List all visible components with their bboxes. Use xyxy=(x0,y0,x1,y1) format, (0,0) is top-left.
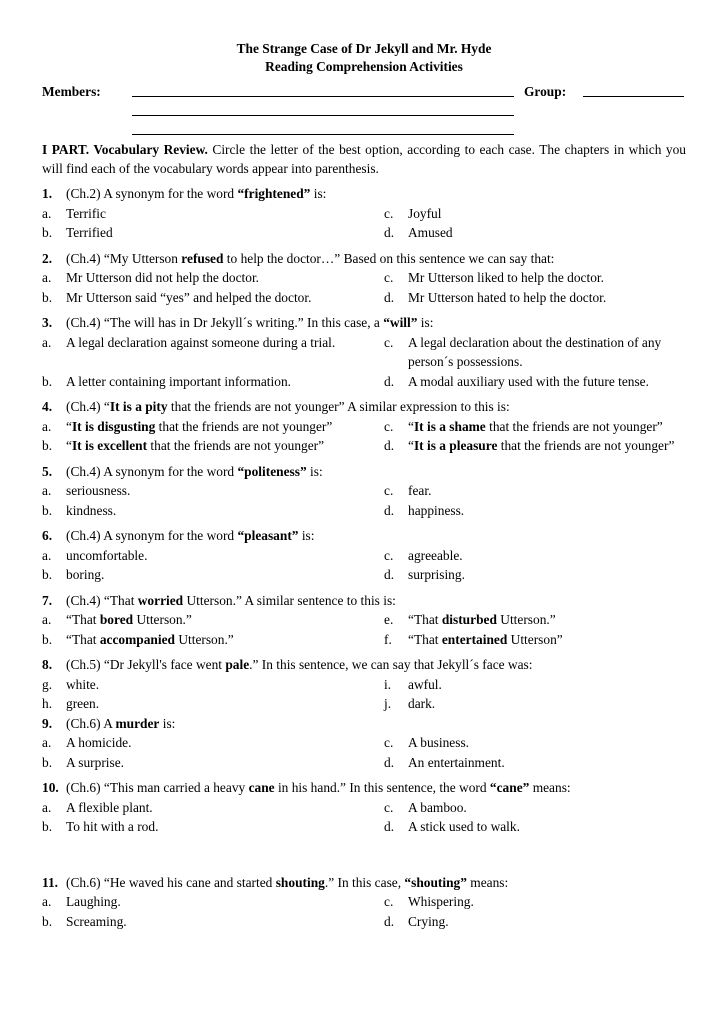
option-g[interactable] xyxy=(42,675,384,695)
option-text: “It is excellent that the friends are not younger” xyxy=(66,438,325,453)
option-d[interactable] xyxy=(384,436,686,456)
option-b[interactable] xyxy=(42,753,384,773)
option-b[interactable] xyxy=(42,372,384,392)
option-letter[interactable]: d. xyxy=(384,754,395,770)
members-line-1[interactable] xyxy=(132,82,514,97)
option-text: Mr Utterson hated to help the doctor. xyxy=(408,289,607,305)
option-letter[interactable]: c. xyxy=(384,799,394,815)
option-text: Screaming. xyxy=(66,913,127,929)
option-letter[interactable]: b. xyxy=(42,225,53,240)
option-text: A legal declaration against someone during a trial. xyxy=(66,334,336,350)
option-d[interactable] xyxy=(384,753,686,773)
option-text: agreeable. xyxy=(408,547,463,563)
keyword: entertained xyxy=(441,631,508,647)
option-c[interactable] xyxy=(384,546,686,566)
question-2 xyxy=(42,249,686,308)
keyword: It is a pleasure xyxy=(413,438,498,453)
option-text: “That disturbed Utterson.” xyxy=(408,612,556,627)
keyword: murder xyxy=(115,715,160,731)
options-grid xyxy=(42,417,686,456)
option-c[interactable] xyxy=(384,333,686,372)
keyword: pale xyxy=(225,657,250,672)
option-letter[interactable]: i. xyxy=(384,676,392,692)
option-letter[interactable]: e. xyxy=(384,612,394,627)
keyword: bored xyxy=(99,612,134,627)
option-c[interactable] xyxy=(384,204,686,224)
option-text: Terrific xyxy=(66,205,106,221)
keyword: It is a shame xyxy=(413,418,486,434)
option-letter[interactable]: d. xyxy=(384,289,395,305)
option-text: “That entertained Utterson” xyxy=(408,631,563,647)
options-grid xyxy=(42,798,686,837)
question-stem: 10. (Ch.6) “This man carried a heavy cane in his hand.” In this sentence, the word “cane” means: xyxy=(42,778,686,798)
options-grid xyxy=(42,892,686,931)
question-number: 2. xyxy=(42,250,53,266)
option-a[interactable] xyxy=(42,892,384,912)
option-text: A stick used to walk. xyxy=(408,819,520,834)
option-letter[interactable]: a. xyxy=(42,418,52,434)
question-stem: 4. (Ch.4) “It is a pity that the friends are not younger” A similar expression to this is: xyxy=(42,397,686,417)
option-text: boring. xyxy=(66,567,105,582)
option-a[interactable] xyxy=(42,481,384,501)
question-stem: 11. (Ch.6) “He waved his cane and started shouting.” In this case, “shouting” means: xyxy=(42,873,686,893)
option-letter[interactable]: b. xyxy=(42,567,53,582)
question-11 xyxy=(42,873,686,932)
keyword: cane xyxy=(248,780,275,795)
option-letter[interactable]: d. xyxy=(384,567,395,582)
option-text: “That accompanied Utterson.” xyxy=(66,631,234,647)
option-text: white. xyxy=(66,676,100,692)
option-c[interactable] xyxy=(384,268,686,288)
keyword: accompanied xyxy=(99,631,175,647)
question-6 xyxy=(42,526,686,585)
question-7 xyxy=(42,591,686,650)
option-letter[interactable]: c. xyxy=(384,483,394,498)
question-list xyxy=(42,184,686,931)
option-text: Joyful xyxy=(408,205,442,221)
option-text: Mr Utterson did not help the doctor. xyxy=(66,270,260,285)
option-letter[interactable]: a. xyxy=(42,799,52,815)
question-number: 5. xyxy=(42,463,53,479)
question-number: 3. xyxy=(42,315,53,330)
members-section xyxy=(42,82,686,140)
options-grid xyxy=(42,481,686,520)
option-text: uncomfortable. xyxy=(66,547,148,563)
question-5 xyxy=(42,462,686,521)
option-text: A modal auxiliary used with the future tense. xyxy=(408,373,649,389)
members-line-3[interactable] xyxy=(132,120,514,135)
option-letter[interactable]: a. xyxy=(42,270,52,285)
option-e[interactable] xyxy=(384,610,686,630)
instructions xyxy=(42,140,686,178)
question-number: 7. xyxy=(42,592,53,608)
option-letter[interactable]: g. xyxy=(42,676,53,692)
option-text: seriousness. xyxy=(66,483,131,498)
option-text: green. xyxy=(66,696,100,711)
option-text: “That bored Utterson.” xyxy=(66,612,192,627)
option-text: Amused xyxy=(408,225,453,240)
option-letter[interactable]: d. xyxy=(384,225,395,240)
option-b[interactable] xyxy=(42,630,384,650)
option-c[interactable] xyxy=(384,417,686,437)
question-stem: 8. (Ch.5) “Dr Jekyll's face went pale.” In this sentence, we can say that Jekyll´s face was: xyxy=(42,655,686,675)
option-b[interactable] xyxy=(42,288,384,308)
option-letter[interactable]: c. xyxy=(384,205,394,221)
option-a[interactable] xyxy=(42,268,384,288)
keyword: “pleasant” xyxy=(237,528,299,543)
option-letter[interactable]: b. xyxy=(42,913,53,929)
option-letter[interactable]: d. xyxy=(384,373,395,389)
option-b[interactable] xyxy=(42,223,384,243)
question-stem: 7. (Ch.4) “That worried Utterson.” A similar sentence to this is: xyxy=(42,591,686,611)
options-grid xyxy=(42,675,686,714)
option-text: kindness. xyxy=(66,502,117,518)
option-letter[interactable]: j. xyxy=(384,696,392,711)
option-letter[interactable]: a. xyxy=(42,612,52,627)
option-text: happiness. xyxy=(408,502,465,518)
option-d[interactable] xyxy=(384,288,686,308)
keyword: “frightened” xyxy=(237,186,311,201)
option-a[interactable] xyxy=(42,204,384,224)
option-f[interactable] xyxy=(384,630,686,650)
option-a[interactable] xyxy=(42,417,384,437)
option-letter[interactable]: d. xyxy=(384,913,395,929)
options-grid xyxy=(42,204,686,243)
option-text: A homicide. xyxy=(66,735,132,750)
options-grid xyxy=(42,733,686,772)
option-text: Mr Utterson liked to help the doctor. xyxy=(408,270,604,285)
option-letter[interactable]: c. xyxy=(384,418,394,434)
question-stem: 2. (Ch.4) “My Utterson refused to help the doctor…” Based on this sentence we can say that: xyxy=(42,249,686,269)
worksheet-header xyxy=(42,40,686,76)
option-a[interactable] xyxy=(42,610,384,630)
option-letter[interactable]: d. xyxy=(384,438,395,453)
option-b[interactable] xyxy=(42,501,384,521)
option-c[interactable] xyxy=(384,798,686,818)
keyword: “politeness” xyxy=(237,463,307,479)
option-letter[interactable]: b. xyxy=(42,289,53,305)
question-number: 11. xyxy=(42,874,58,890)
option-b[interactable] xyxy=(42,436,384,456)
keyword: worried xyxy=(137,592,184,608)
options-grid xyxy=(42,333,686,392)
option-d[interactable] xyxy=(384,223,686,243)
option-text: Whispering. xyxy=(408,894,474,909)
option-text: A letter containing important information. xyxy=(66,373,291,389)
option-letter[interactable]: b. xyxy=(42,631,53,647)
option-letter[interactable]: a. xyxy=(42,894,52,909)
option-text: “It is a shame that the friends are not younger” xyxy=(408,418,663,434)
option-letter[interactable]: h. xyxy=(42,696,53,711)
option-d[interactable] xyxy=(384,565,686,585)
question-stem: 5. (Ch.4) A synonym for the word “politeness” is: xyxy=(42,462,686,482)
option-i[interactable] xyxy=(384,675,686,695)
question-1 xyxy=(42,184,686,243)
options-grid xyxy=(42,610,686,649)
option-letter[interactable]: c. xyxy=(384,270,394,285)
option-d[interactable] xyxy=(384,912,686,932)
option-letter[interactable]: b. xyxy=(42,502,53,518)
option-letter[interactable]: b. xyxy=(42,819,53,834)
members-line-2[interactable] xyxy=(132,101,514,116)
option-text: A surprise. xyxy=(66,754,125,770)
option-b[interactable] xyxy=(42,817,384,837)
option-a[interactable] xyxy=(42,798,384,818)
option-letter[interactable]: a. xyxy=(42,205,52,221)
option-b[interactable] xyxy=(42,565,384,585)
option-text: An entertainment. xyxy=(408,754,505,770)
option-text: dark. xyxy=(408,696,436,711)
option-letter[interactable]: c. xyxy=(384,334,394,350)
options-grid xyxy=(42,268,686,307)
option-letter[interactable]: a. xyxy=(42,334,52,350)
keyword: “shouting” xyxy=(404,874,467,890)
option-text: awful. xyxy=(408,676,442,692)
keyword: “will” xyxy=(383,315,418,330)
option-h[interactable] xyxy=(42,694,384,714)
options-grid xyxy=(42,546,686,585)
option-d[interactable] xyxy=(384,817,686,837)
option-c[interactable] xyxy=(384,892,686,912)
question-8 xyxy=(42,655,686,714)
question-stem: 6. (Ch.4) A synonym for the word “pleasant” is: xyxy=(42,526,686,546)
question-number: 9. xyxy=(42,715,53,731)
document-subtitle: Reading Comprehension Activities xyxy=(265,59,463,74)
option-text: A business. xyxy=(408,735,470,750)
option-c[interactable] xyxy=(384,481,686,501)
option-b[interactable] xyxy=(42,912,384,932)
keyword: disturbed xyxy=(441,612,497,627)
option-letter[interactable]: c. xyxy=(384,735,394,750)
question-number: 1. xyxy=(42,186,53,201)
question-stem: 3. (Ch.4) “The will has in Dr Jekyll´s writing.” In this case, a “will” is: xyxy=(42,313,686,333)
keyword: shouting xyxy=(275,874,325,890)
members-label: Members: xyxy=(42,84,101,99)
option-text: “It is disgusting that the friends are not younger” xyxy=(66,418,333,434)
group-label: Group: xyxy=(524,84,567,99)
option-j[interactable] xyxy=(384,694,686,714)
option-letter[interactable]: b. xyxy=(42,373,53,389)
option-d[interactable] xyxy=(384,501,686,521)
question-number: 10. xyxy=(42,780,59,795)
document-title: The Strange Case of Dr Jekyll and Mr. Hyde xyxy=(236,41,492,56)
question-stem: 1. (Ch.2) A synonym for the word “frightened” is: xyxy=(42,184,686,204)
option-letter[interactable]: b. xyxy=(42,438,53,453)
option-letter[interactable]: a. xyxy=(42,735,52,750)
part-heading: I PART. Vocabulary Review. xyxy=(42,142,208,157)
option-text: A bamboo. xyxy=(408,799,467,815)
question-stem: 9. (Ch.6) A murder is: xyxy=(42,714,686,734)
option-letter[interactable]: a. xyxy=(42,483,52,498)
option-letter[interactable]: f. xyxy=(384,631,392,647)
option-c[interactable] xyxy=(384,733,686,753)
keyword: “cane” xyxy=(489,780,530,795)
option-text: A legal declaration about the destination of any person´s possessions. xyxy=(408,334,662,369)
option-d[interactable] xyxy=(384,372,686,392)
option-text: Crying. xyxy=(408,913,449,929)
option-a[interactable] xyxy=(42,733,384,753)
keyword: It is a pity xyxy=(109,399,168,414)
option-text: “It is a pleasure that the friends are not younger” xyxy=(408,438,675,453)
option-letter[interactable]: a. xyxy=(42,547,52,563)
option-a[interactable] xyxy=(42,546,384,566)
keyword: refused xyxy=(181,250,224,266)
question-number: 8. xyxy=(42,657,53,672)
option-text: Terrified xyxy=(66,225,113,240)
keyword: It is excellent xyxy=(71,438,148,453)
option-letter[interactable]: d. xyxy=(384,502,395,518)
question-4 xyxy=(42,397,686,456)
option-text: Mr Utterson said “yes” and helped the doctor. xyxy=(66,289,312,305)
question-number: 4. xyxy=(42,399,53,414)
instructions-text: Circle the letter of the best option, according to each case. The chapters in which you will find each of the vocabulary words appear into parenthesis. xyxy=(42,142,686,176)
option-text: To hit with a rod. xyxy=(66,819,159,834)
question-10 xyxy=(42,778,686,837)
option-letter[interactable]: c. xyxy=(384,894,394,909)
option-text: surprising. xyxy=(408,567,465,582)
question-9 xyxy=(42,714,686,773)
option-text: A flexible plant. xyxy=(66,799,153,815)
option-letter[interactable]: b. xyxy=(42,754,53,770)
option-text: fear. xyxy=(408,483,432,498)
option-text: Laughing. xyxy=(66,894,121,909)
keyword: It is disgusting xyxy=(71,418,156,434)
question-number: 6. xyxy=(42,528,53,543)
option-letter[interactable]: c. xyxy=(384,547,394,563)
worksheet-page xyxy=(42,40,686,931)
group-line[interactable] xyxy=(583,82,684,97)
option-letter[interactable]: d. xyxy=(384,819,395,834)
question-3 xyxy=(42,313,686,391)
option-a[interactable] xyxy=(42,333,384,372)
